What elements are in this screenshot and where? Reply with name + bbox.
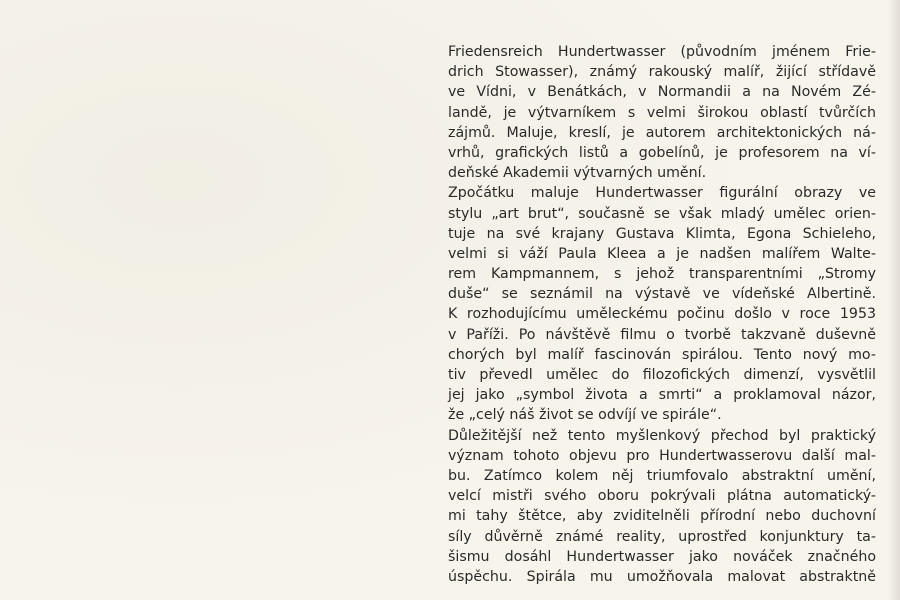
text-line: Zpočátku maluje Hundertwasser figurální obrazy ve — [448, 185, 876, 202]
text-line: velcí mistři svého oboru pokrývali plátna automatický- — [448, 488, 876, 505]
text-line: tuje na své krajany Gustava Klimta, Egona Schieleho, — [448, 225, 876, 242]
text-line: K rozhodujícímu uměleckému počinu došlo v roce 1953 — [448, 306, 876, 323]
text-line: tiv převedl umělec do filozofických dimenzí, vysvětlil — [448, 367, 876, 383]
text-line: síly důvěrně známé reality, uprostřed konjunktury ta- — [448, 528, 876, 545]
text-line: deňské Akademii výtvarných umění. — [448, 165, 707, 182]
text-line: Důležitější než tento myšlenkový přechod byl praktický — [448, 427, 876, 444]
text-line: duše“ se seznámil na výstavě ve vídeňské Albertině. — [448, 286, 876, 303]
text-line: Friedensreich Hundertwasser (původním jménem Frie- — [448, 44, 876, 60]
text-line: že „celý náš život se odvíjí ve spirále“. — [448, 407, 722, 424]
text-line: v Paříži. Po návštěvě filmu o tvorbě takzvaně duševně — [448, 326, 876, 343]
text-line: drich Stowasser), známý rakouský malíř, žijící střídavě — [448, 64, 876, 81]
text-line: jej jako „symbol života a smrti“ a proklamoval názor, — [448, 387, 876, 404]
text-line: šismu dosáhl Hundertwasser jako nováček značného — [448, 548, 876, 565]
text-line: velmi si váží Paula Kleea a je nadšen malířem Walte- — [448, 245, 876, 262]
text-line: rem Kampmannem, s jehož transparentními „Stromy — [448, 266, 876, 283]
page-edge-shadow — [888, 0, 900, 600]
text-line: stylu „art brut“, současně se však mladý umělec orien- — [448, 205, 876, 222]
text-line: mi tahy štětce, aby zviditelněli přírodní nebo duchovní — [448, 508, 876, 525]
text-column — [448, 42, 876, 587]
text-line: úspěchu. Spirála mu umožňovala malovat abstraktně — [448, 568, 876, 585]
text-line: význam tohoto objevu pro Hundertwasserovu další mal- — [448, 447, 876, 464]
text-line: chorých byl malíř fascinován spirálou. Tento nový mo- — [448, 346, 876, 363]
text-line: vrhů, grafických listů a gobelínů, je profesorem na ví- — [448, 144, 876, 161]
text-line: landě, je výtvarníkem s velmi širokou oblastí tvůrčích — [448, 104, 876, 121]
text-line: bu. Zatímco kolem něj triumfovalo abstraktní umění, — [448, 467, 876, 484]
text-line: ve Vídni, v Benátkách, v Normandii a na Novém Zé- — [448, 84, 876, 101]
text-line: zájmů. Maluje, kreslí, je autorem architektonických ná- — [448, 124, 876, 141]
